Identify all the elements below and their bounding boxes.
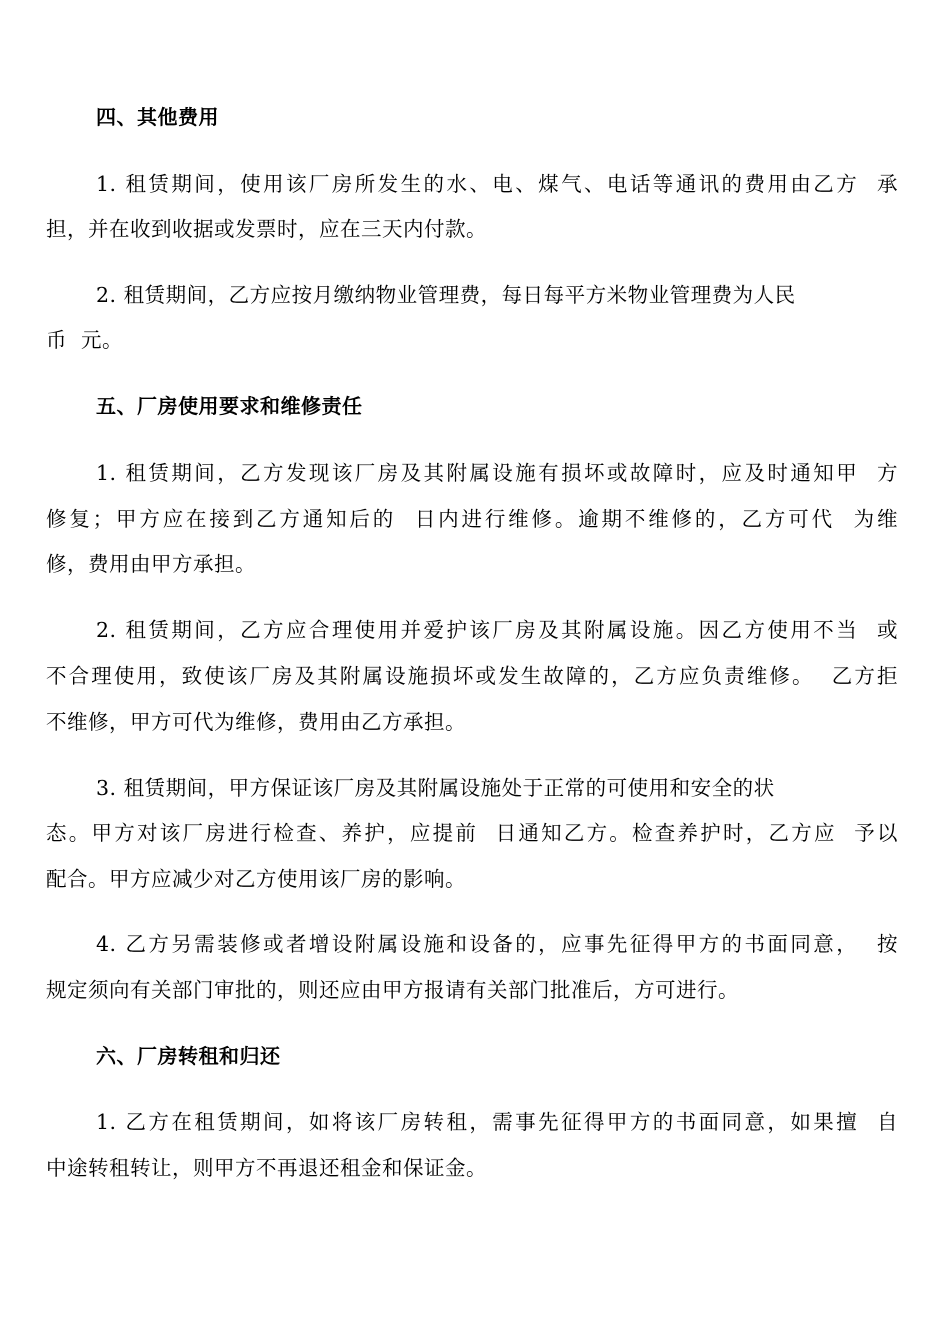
paragraph-line: 修，费用由甲方承担。 xyxy=(46,552,256,576)
paragraph-line: 规定须向有关部门审批的，则还应由甲方报请有关部门批准后，方可进行。 xyxy=(46,978,739,1002)
paragraph-line: 修复；甲方应在接到乙方通知后的 日内进行维修。逾期不维修的，乙方可代 为维 xyxy=(46,507,898,531)
paragraph-line: 3. 租赁期间，甲方保证该厂房及其附属设施处于正常的可使用和安全的状 xyxy=(96,776,775,800)
paragraph-line: 1. 租赁期间，使用该厂房所发生的水、电、煤气、电话等通讯的费用由乙方 承 xyxy=(96,172,898,196)
paragraph-line: 4. 乙方另需装修或者增设附属设施和设备的，应事先征得甲方的书面同意， 按 xyxy=(96,932,898,956)
paragraph-line: 不合理使用，致使该厂房及其附属设施损坏或发生故障的，乙方应负责维修。 乙方拒 xyxy=(46,664,898,688)
paragraph-line: 1. 乙方在租赁期间，如将该厂房转租，需事先征得甲方的书面同意，如果擅 自 xyxy=(96,1110,898,1134)
section-heading-sublease-return: 六、厂房转租和归还 xyxy=(96,1044,281,1068)
paragraph-line: 1. 租赁期间，乙方发现该厂房及其附属设施有损坏或故障时，应及时通知甲 方 xyxy=(96,461,898,485)
section-heading-usage-repair: 五、厂房使用要求和维修责任 xyxy=(96,394,363,418)
section-heading-other-fees: 四、其他费用 xyxy=(96,105,219,129)
paragraph-line: 态。甲方对该厂房进行检查、养护，应提前 日通知乙方。检查养护时，乙方应 予以 xyxy=(46,821,898,845)
paragraph-line: 2. 租赁期间，乙方应按月缴纳物业管理费，每日每平方米物业管理费为人民 xyxy=(96,283,796,307)
paragraph-line: 2. 租赁期间，乙方应合理使用并爱护该厂房及其附属设施。因乙方使用不当 或 xyxy=(96,618,898,642)
paragraph-line: 担，并在收到收据或发票时，应在三天内付款。 xyxy=(46,217,487,241)
paragraph-line: 配合。甲方应减少对乙方使用该厂房的影响。 xyxy=(46,867,466,891)
paragraph-line: 中途转租转让，则甲方不再退还租金和保证金。 xyxy=(46,1156,487,1180)
paragraph-line: 不维修，甲方可代为维修，费用由乙方承担。 xyxy=(46,710,466,734)
paragraph-line: 币 元。 xyxy=(46,328,124,352)
